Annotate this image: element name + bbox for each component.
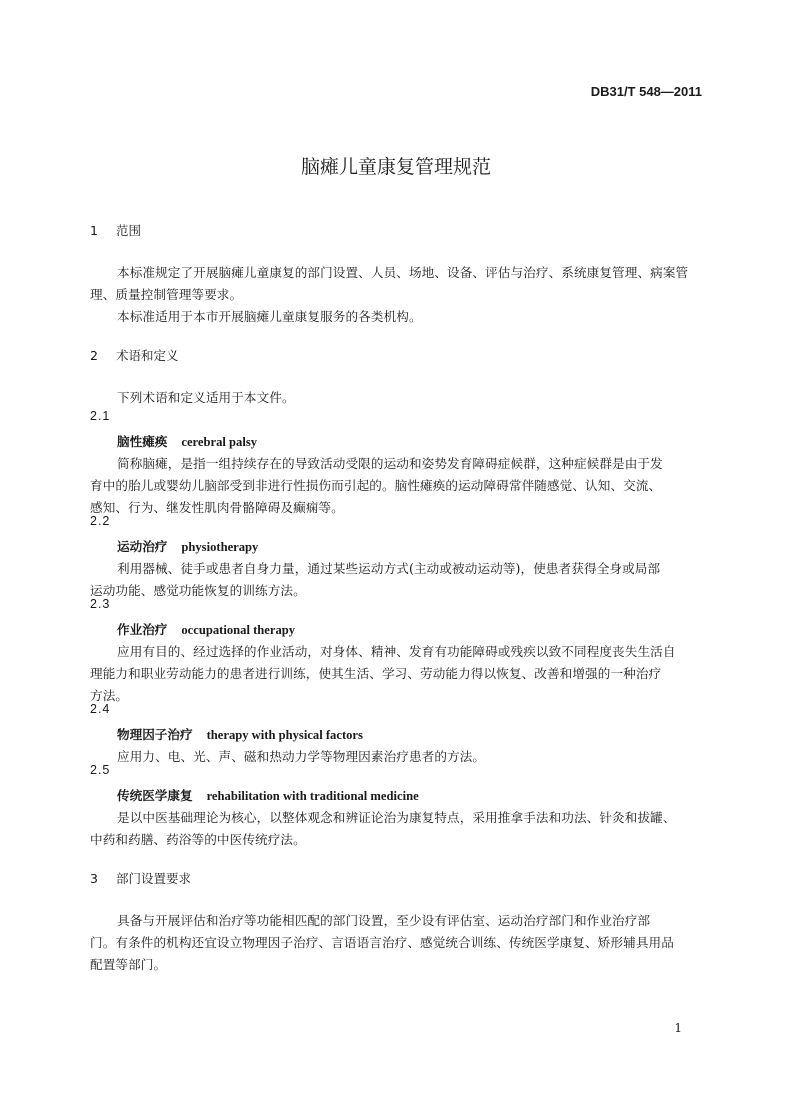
term-en: occupational therapy xyxy=(181,623,296,637)
paragraph-line: 运动功能、感觉功能恢复的训练方法。 xyxy=(90,583,306,598)
document-code: DB31/T 548—2011 xyxy=(590,84,702,99)
section-number: 3 xyxy=(90,871,98,886)
term-heading xyxy=(117,431,257,450)
page-title: 脑瘫儿童康复管理规范 xyxy=(300,156,491,178)
paragraph-line: 育中的胎儿或婴幼儿脑部受到非进行性损伤而引起的。脑性瘫痪的运动障碍常伴随感觉、认知、交流、 xyxy=(90,478,662,493)
section-title: 术语和定义 xyxy=(116,348,179,363)
paragraph-line: 本标准规定了开展脑瘫儿童康复的部门设置、人员、场地、设备、评估与治疗、系统康复管理、病案管 xyxy=(117,265,689,280)
section-heading-1 xyxy=(90,221,141,239)
term-heading xyxy=(117,619,295,638)
paragraph-line: 具备与开展评估和治疗等功能相匹配的部门设置，至少设有评估室、运动治疗部门和作业治疗部 xyxy=(117,913,651,928)
term-zh: 运动治疗 xyxy=(117,539,168,554)
paragraph-line: 本标准适用于本市开展脑瘫儿童康复服务的各类机构。 xyxy=(117,309,422,324)
term-heading xyxy=(117,785,419,804)
term-zh: 作业治疗 xyxy=(117,622,168,637)
paragraph-line: 应用有目的、经过选择的作业活动，对身体、精神、发育有功能障碍或残疾以致不同程度丧失生活自 xyxy=(117,644,676,659)
paragraph-line: 应用力、电、光、声、磁和热动力学等物理因素治疗患者的方法。 xyxy=(117,749,486,764)
clause-number: 2.5 xyxy=(90,763,111,777)
paragraph-line: 利用器械、徒手或患者自身力量，通过某些运动方式(主动或被动运动等)，使患者获得全身或局部 xyxy=(117,561,661,576)
paragraph-line: 下列术语和定义适用于本文件。 xyxy=(117,390,295,405)
paragraph-line: 门。有条件的机构还宜设立物理因子治疗、言语语言治疗、感觉统合训练、传统医学康复、矫形辅具用品 xyxy=(90,935,674,950)
paragraph-line: 是以中医基础理论为核心，以整体观念和辨证论治为康复特点，采用推拿手法和功法、针灸和拔罐、 xyxy=(117,810,676,825)
section-number: 1 xyxy=(90,223,98,238)
term-heading xyxy=(117,536,258,555)
term-en: rehabilitation with traditional medicine xyxy=(206,789,419,803)
paragraph-line: 方法。 xyxy=(90,688,129,703)
term-en: cerebral palsy xyxy=(181,435,258,449)
clause-number: 2.3 xyxy=(90,597,111,611)
paragraph-line: 简称脑瘫，是指一组持续存在的导致活动受限的运动和姿势发育障碍症候群，这种症候群是由于发 xyxy=(117,456,663,471)
paragraph-line: 理能力和职业劳动能力的患者进行训练，使其生活、学习、劳动能力得以恢复、改善和增强的一种治疗 xyxy=(90,666,662,681)
section-heading-3 xyxy=(90,869,191,887)
term-zh: 传统医学康复 xyxy=(117,788,193,803)
term-zh: 脑性瘫痪 xyxy=(117,434,168,449)
section-number: 2 xyxy=(90,348,98,363)
clause-number: 2.2 xyxy=(90,514,111,528)
section-title: 范围 xyxy=(116,223,142,238)
term-heading xyxy=(117,724,363,743)
section-title: 部门设置要求 xyxy=(116,871,192,886)
clause-number: 2.1 xyxy=(90,409,111,423)
paragraph-line: 配置等部门。 xyxy=(90,957,167,972)
page-number: 1 xyxy=(674,1021,682,1035)
paragraph-line: 理、质量控制管理等要求。 xyxy=(90,287,243,302)
term-zh: 物理因子治疗 xyxy=(117,727,193,742)
term-en: therapy with physical factors xyxy=(206,728,363,742)
paragraph-line: 中药和药膳、药浴等的中医传统疗法。 xyxy=(90,832,306,847)
paragraph-line: 感知、行为、继发性肌肉骨骼障碍及癫痫等。 xyxy=(90,500,344,515)
section-heading-2 xyxy=(90,346,179,364)
clause-number: 2.4 xyxy=(90,702,111,716)
term-en: physiotherapy xyxy=(181,540,259,554)
